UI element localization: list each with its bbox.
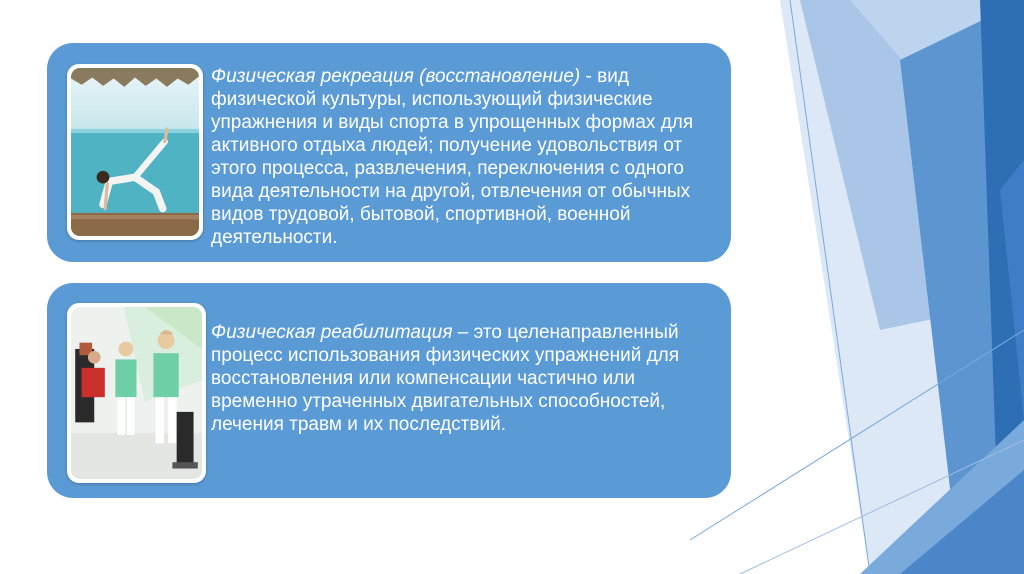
card-recreation [47, 43, 731, 262]
recreation-term: Физическая рекреация (восстановление) [211, 66, 581, 87]
card-rehabilitation [47, 283, 731, 498]
recreation-definition: вид физической культуры, использующий физические упражнения и виды спорта в упрощенных формах для активного отдыха людей; получение удовольствия от этого процесса, развлечения, переключения с одного вида деятельности на другой, отвлечения от обычных видов трудовой, бытовой, спортивной, военной деятельности. [211, 66, 694, 248]
rehabilitation-separator: – [452, 322, 474, 343]
rehab-photo [67, 303, 206, 483]
yoga-image [71, 68, 199, 236]
rehab-image [71, 307, 202, 479]
rehabilitation-definition: это целенаправленный процесс использования физических упражнений для восстановления или компенсации частично или временно утраченных двигательных способностей, лечения травм и их последствий. [211, 322, 680, 435]
recreation-text [211, 65, 711, 249]
rehabilitation-text [211, 321, 711, 436]
yoga-photo [67, 64, 203, 240]
rehabilitation-term: Физическая реабилитация [211, 322, 453, 343]
recreation-separator: - [580, 66, 598, 87]
